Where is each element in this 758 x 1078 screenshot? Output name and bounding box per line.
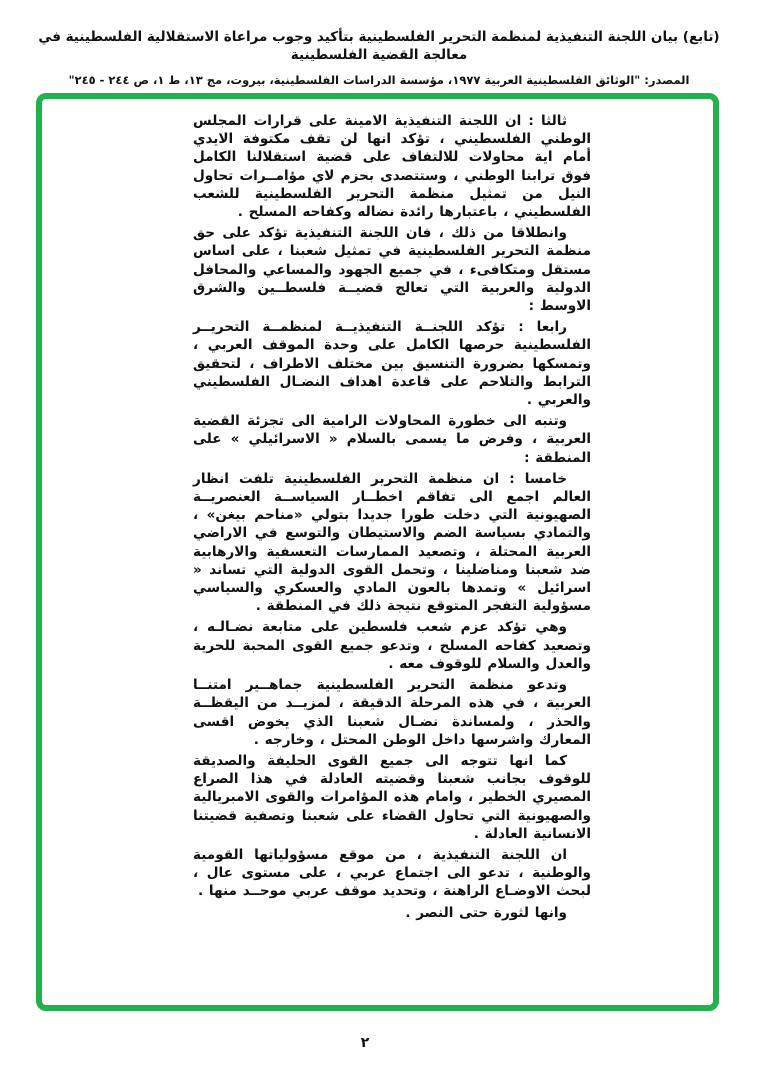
paragraph: وانطلاقا من ذلك ، فان اللجنة التنفيذية تؤكد على حق منظمة التحرير الفلسطينية في تمثيل شعبنا ، على اساس مستقل ومتكافىء ، في جميع الجهود والمساعي والمحافل الدولية والعربية التي تعالج قضيــة فلسطــين والشرق الاوسط : xyxy=(193,225,591,315)
paragraph: خامسا : ان منظمة التحرير الفلسطينية تلفت انظار العالم اجمع الى تفاقم اخطــار السياســة العنصريــة الصهيونية التي دخلت طورا جديدا بتولي «مناحم بيغن» ، والتمادي بسياسة الضم والاستيطان والتوسع في الاراضي العربية المحتلة ، وتصعيد الممارسات التعسفية والارهابية ضد شعبنا ومناضلينا ، وتحمل القوى الدولية التي تساند « اسرائيل » وتمدها بالعون المادي والعسكري والسياسي مسؤولية التفجر المتوقع نتيجة ذلك في المنطقة . xyxy=(193,470,591,615)
paragraph: ثالثا : ان اللجنة التنفيذية الامينة على قرارات المجلس الوطني الفلسطيني ، تؤكد انها لن تقف مكتوفة الايدي أمام اية محاولات للالتفاف على قضية استقلالنا الكامل فوق ترابنا الوطني ، وستتصدى بحزم لاي مؤامــرات تحاول النيل من تمثيل منظمة التحرير الفلسطينية للشعب الفلسطيني ، باعتبارها رائدة نضاله وكفاحه المسلح . xyxy=(193,113,591,221)
document-source: المصدر: "الوثائق الفلسطينية العربية ١٩٧٧، مؤسسة الدراسات الفلسطينية، بيروت، مج ١٣، ط ١، ص ٢٤٤ - ٢٤٥" xyxy=(68,73,690,88)
page-header xyxy=(0,28,758,87)
paragraph: وهي تؤكد عزم شعب فلسطين على متابعة نضـالـه ، وتصعيد كفاحه المسلح ، وتدعو جميع القوى المحبة للحرية والعدل والسلام للوقوف معه . xyxy=(193,619,591,672)
page-number: ٢ xyxy=(360,1035,370,1051)
paragraph: رابعا : تؤكد اللجنــة التنفيذيــة لمنظمــة التحريــر الفلسطينية حرصها الكامل على وحدة الموقف العربي ، وتمسكها بضرورة التنسيق بين مختلف الاطراف ، لتحقيق الترابط والتلاحم على قاعدة اهداف النضـال الفلسطيني والعربي . xyxy=(193,319,591,409)
paragraph: كما انها تتوجه الى جميع القوى الحليفة والصديقة للوقوف بجانب شعبنا وقضيته العادلة في هذا الصراع المصيري الخطير ، وامام هذه المؤامرات والقوى الامبريالية والصهيونية التي تحاول القضاء على شعبنا وتصفية قضيتنا الانسانية العادلة . xyxy=(193,752,591,842)
paragraph: وانها لثورة حتى النصر . xyxy=(405,904,567,921)
paragraph: وتنبه الى خطورة المحاولات الرامية الى تجزئة القضية العربية ، وفرض ما يسمى بالسلام « الاسرائيلي » على المنطقة : xyxy=(193,413,591,466)
document-body xyxy=(193,112,591,925)
paragraph: وتدعو منظمة التحرير الفلسطينية جماهــير امتنــا العربية ، في هذه المرحلة الدقيقة ، لمزيــد من اليقظــة والحذر ، ولمساندة نضـال شعبنا الذي يخوض اقسى المعارك واشرسها داخل الوطن المحتل ، وخارجه . xyxy=(193,677,591,748)
document-title: (تابع) بيان اللجنة التنفيذية لمنظمة التحرير الفلسطينية بتأكيد وجوب مراعاة الاستقلالية الفلسطينية في معالجة القضية الفلسطينية xyxy=(38,29,720,64)
paragraph: ان اللجنة التنفيذية ، من موقع مسؤولياتها القومية والوطنية ، تدعو الى اجتماع عربي ، على مستوى عال ، لبحث الاوضـاع الراهنة ، وتحديد موقف عربي موحــد منها . xyxy=(193,846,591,900)
